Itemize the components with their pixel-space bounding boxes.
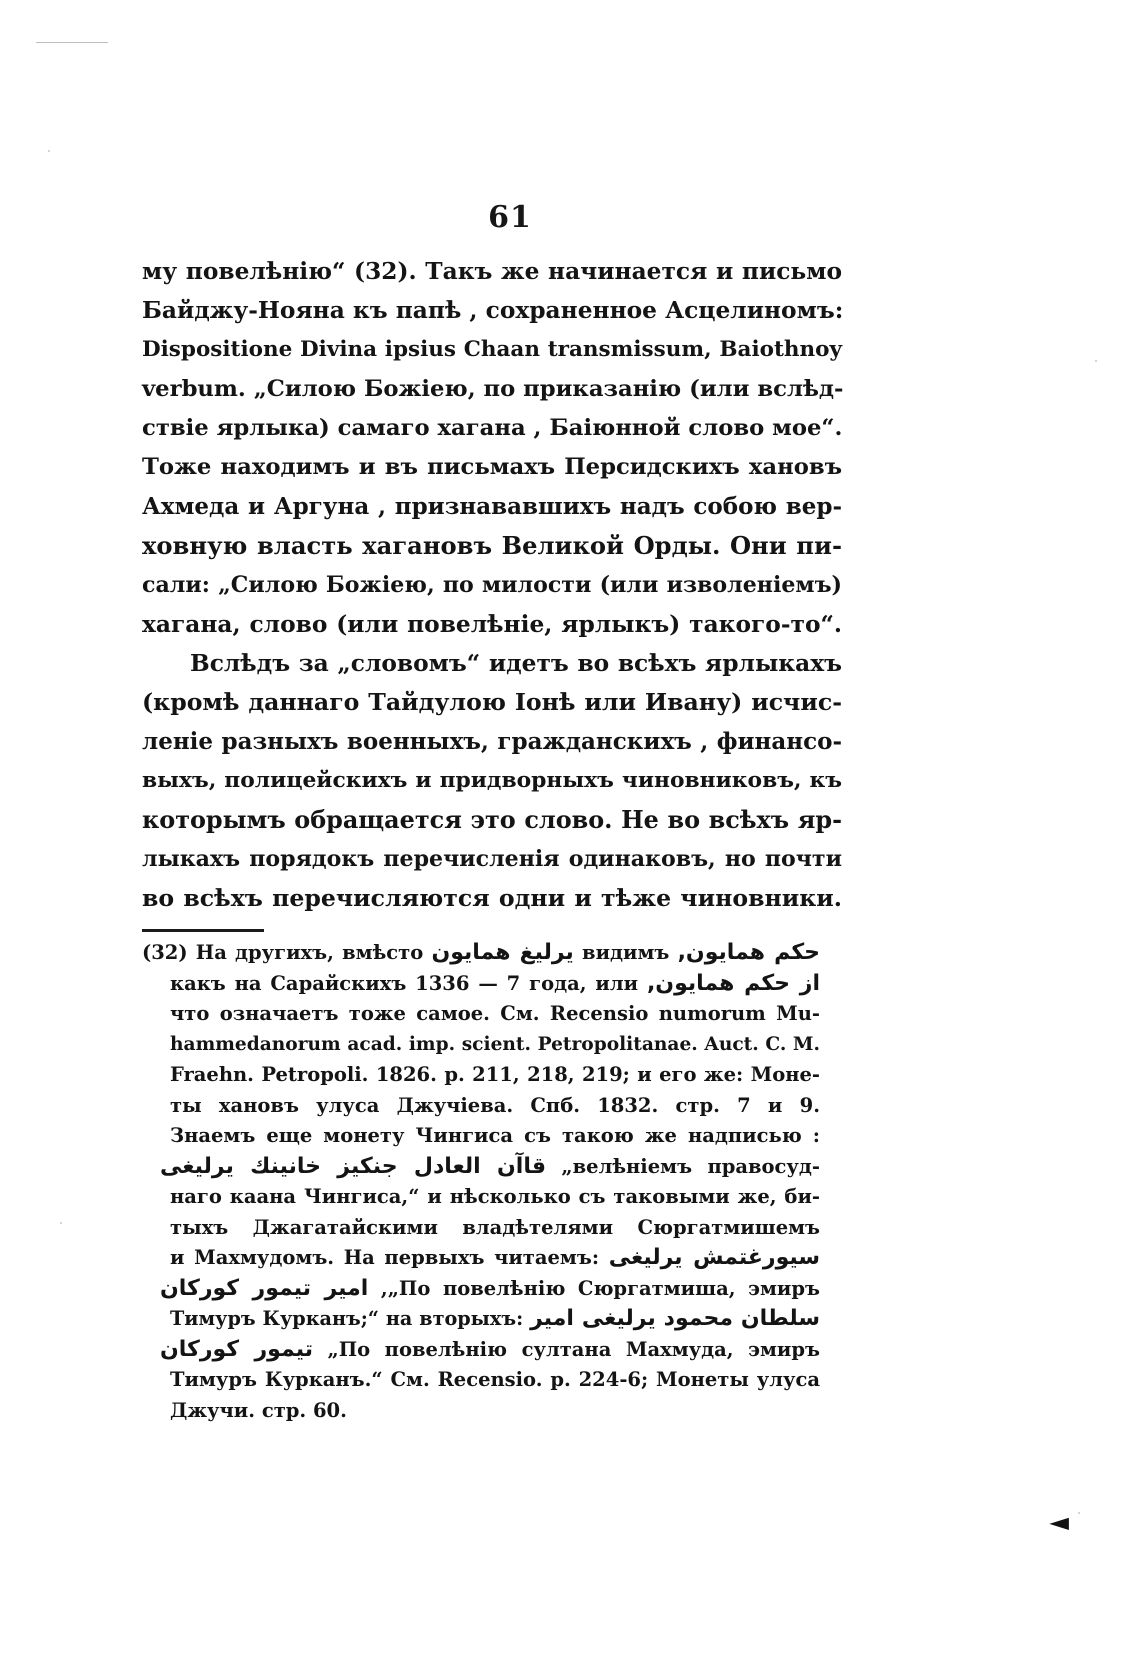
arabic-phrase: از حكم همايون, [646, 970, 820, 996]
footnote-text: видимъ [582, 941, 670, 964]
footnote-line: Джучи. стр. 60. [170, 1398, 347, 1422]
footnote-line: что означаетъ тоже самое. См. Recensio numorum Mu- [170, 1002, 820, 1025]
footnote-text: „велѣніемъ правосуд- [561, 1154, 820, 1178]
footnote-line [142, 1274, 820, 1305]
footnote-text: (32) На другихъ, вмѣсто [142, 941, 424, 964]
text-line: сали: „Силою Божіею, по милости (или изволеніемъ) [142, 571, 842, 598]
footnote-line [142, 938, 820, 969]
scan-speck [1078, 1512, 1080, 1514]
text-line: му повелѣнію“ (32). Такъ же начинается и письмо [142, 258, 842, 285]
footnote-text: и Махмудомъ. На первыхъ читаемъ: [170, 1246, 600, 1269]
footnote-line [142, 1152, 820, 1183]
text-line: Ахмеда и Аргуна , признававшихъ надъ собою вер- [142, 493, 842, 521]
main-text [142, 252, 842, 918]
footnote-line [142, 1243, 820, 1274]
text-line: Вслѣдъ за „словомъ“ идетъ во всѣхъ ярлыкахъ [190, 649, 842, 677]
footnote-line: hammedanorum acad. imp. scient. Petropolitanae. Auct. C. M. [170, 1033, 820, 1055]
page-number: 61 [488, 200, 532, 235]
footnote-line: Тимуръ Курканъ.“ См. Recensio. p. 224-6; Монеты улуса [170, 1368, 820, 1391]
footnote-line [142, 1335, 820, 1366]
arabic-phrase: قاآن العادل جنكيز خانينك يرليغى [160, 1153, 546, 1179]
footnote-text: ,„По повелѣнію Сюргатмиша, эмиръ [380, 1276, 820, 1300]
footnote-line: Знаемъ еще монету Чингиса съ такою же надписью : [170, 1124, 820, 1147]
text-line: хагана, слово (или повелѣніе, ярлыкъ) такого-то“. [142, 610, 842, 638]
text-line: Тоже находимъ и въ письмахъ Персидскихъ хановъ [142, 453, 842, 480]
footnote-line [142, 1304, 820, 1335]
arabic-phrase: امير تيمور كوركان [160, 1275, 369, 1301]
text-line: verbum. „Силою Божіею, по приказанію (или вслѣд- [142, 375, 844, 402]
arabic-phrase: يرليغ همايون [431, 940, 574, 965]
text-line: (кромѣ даннаго Тайдулою Іонѣ или Ивану) исчис- [142, 688, 842, 717]
arabic-phrase: تيمور كوركان [160, 1336, 313, 1362]
footnote-line: тыхъ Джагатайскими владѣтелями Сюргатмишемъ [170, 1215, 820, 1239]
text-line: леніе разныхъ военныхъ, гражданскихъ , финансо- [142, 728, 842, 756]
footnote-line: наго каана Чингиса,“ и нѣсколько съ таковыми же, би- [170, 1185, 820, 1208]
scan-edge-mark [36, 42, 108, 43]
scan-speck [60, 1222, 62, 1224]
footnote-line: Fraehn. Petropoli. 1826. p. 211, 218, 219; и его же: Моне- [170, 1063, 820, 1086]
scan-speck [1095, 360, 1097, 362]
footnote-text: какъ на Сарайскихъ 1336 — 7 года, или [170, 971, 639, 995]
text-line: во всѣхъ перечисляются одни и тѣже чиновники. [142, 884, 842, 912]
text-line: лыкахъ порядокъ перечисленія одинаковъ, но почти [142, 845, 842, 872]
text-line: Байджу-Нояна къ папѣ , сохраненное Асцелиномъ: [142, 297, 844, 325]
footnote-text: Тимуръ Курканъ;“ на вторыхъ: [170, 1307, 524, 1330]
arabic-phrase: حكم همايون, [677, 940, 820, 965]
arabic-phrase: سلطان محمود يرليغى امير [530, 1306, 820, 1331]
footnote-line [142, 969, 820, 1000]
text-line: ствіе ярлыка) самаго хагана , Баіюнной слово мое“. [142, 414, 843, 441]
text-line: выхъ, полицейскихъ и придворныхъ чиновниковъ, къ [142, 768, 842, 794]
page-turn-arrow-icon: ◀ [1049, 1513, 1070, 1532]
footnote-line: ты хановъ улуса Джучіева. Спб. 1832. стр. 7 и 9. [170, 1093, 820, 1117]
footnote [142, 938, 820, 1426]
scan-speck [48, 150, 50, 152]
text-line: ховную власть хагановъ Великой Орды. Они пи- [142, 531, 842, 561]
footnote-text: „По повелѣнію султана Махмуда, эмиръ [327, 1337, 820, 1361]
arabic-phrase: سيورغتمش يرليغى [608, 1245, 820, 1270]
text-line: Dispositione Divina ipsius Chaan transmissum, Baiothnoy [142, 337, 842, 363]
text-line: которымъ обращается это слово. Не во всѣхъ яр- [142, 805, 842, 834]
footnote-rule [142, 929, 264, 932]
